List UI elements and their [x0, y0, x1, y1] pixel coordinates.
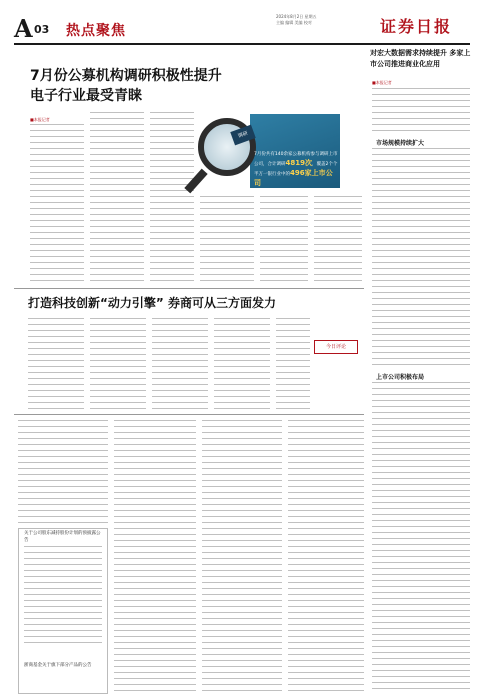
notice-titles: 关于公司股东减持股份计划的预披露公告 浙商基金关于旗下部分产品的公告: [24, 531, 101, 668]
page-header: [0, 0, 484, 42]
lead-body-col6: [314, 196, 362, 284]
lead-headline: 7月份公募机构调研积极性提升 电子行业最受青睐: [30, 68, 222, 104]
right-byline: ■本报记者: [372, 80, 392, 85]
issue-meta: 2024年8月2日 星期五 主编 编辑 美编 校对: [276, 14, 317, 25]
lead-body-col2: [90, 112, 144, 284]
header-rule: [14, 43, 470, 45]
section-title: 热点聚焦: [66, 23, 126, 39]
feature-stats: 7月份共有140余家公募机构参与调研上市公司，合计调研4819次，覆盖2个个半万一银行业中的496家上市公司: [254, 152, 338, 187]
right-body-2: [372, 148, 470, 368]
lead-body-col5: [260, 196, 308, 284]
right-headline: 对宏大数据需求持续提升 多家上市公司推进商业化应用: [370, 49, 471, 68]
lower-body-col3: [202, 420, 282, 694]
notice-body: [24, 546, 102, 646]
right-column: [370, 48, 472, 70]
mid-body-col2: [90, 318, 146, 410]
divider: [14, 414, 364, 415]
divider: [14, 288, 364, 289]
right-subhead-2: 上市公司积极布局: [376, 374, 425, 381]
lower-body-col4: [288, 420, 364, 694]
lead-body-col4: [200, 196, 254, 284]
lead-body-col1: [30, 124, 84, 284]
lower-body-col1: [18, 420, 108, 524]
page-number: 03: [34, 23, 50, 36]
mid-body-col4: [214, 318, 270, 410]
mid-body-col3: [152, 318, 208, 410]
lead-body-col3: [150, 112, 194, 284]
commentary-stamp: 今日评论: [314, 340, 358, 354]
mid-body-col5: [276, 318, 310, 410]
lower-body-col2: [114, 420, 196, 694]
page-letter: A: [14, 14, 33, 43]
masthead-logo: 证券日报: [380, 17, 453, 36]
right-body-1: [372, 88, 470, 134]
mid-headline: 打造科技创新“动力引擎” 券商可从三方面发力: [28, 296, 276, 310]
right-subhead-1: 市场规模持续扩大: [376, 140, 425, 147]
right-body-3: [372, 382, 470, 690]
mid-body-col1: [28, 318, 84, 410]
research-tag: 调研: [230, 125, 255, 146]
lead-byline: ■本报记者: [30, 117, 50, 122]
